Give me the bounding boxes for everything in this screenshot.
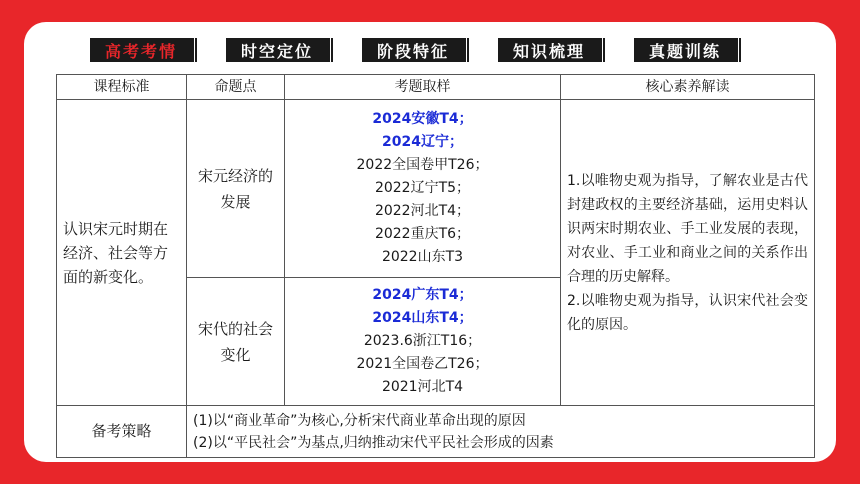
exam-table bbox=[56, 74, 815, 458]
sample-item: 2024山东T4； bbox=[372, 310, 473, 326]
header-standard: 课程标准 bbox=[57, 75, 187, 100]
standard-cell: 认识宋元时期在经济、社会等方面的新变化。 bbox=[57, 100, 187, 406]
strategy-item: (2)以“平民社会”为基点,归纳推动宋代平民社会形成的因素 bbox=[193, 434, 554, 451]
strategy-label: 备考策略 bbox=[57, 406, 187, 458]
tab-stage-features[interactable]: 阶段特征 bbox=[362, 38, 464, 62]
samples-society bbox=[285, 278, 561, 406]
sample-item: 2022山东T3 bbox=[381, 249, 464, 265]
sample-item: 2021河北T4 bbox=[381, 379, 464, 395]
header-core: 核心素养解读 bbox=[561, 75, 815, 100]
header-point: 命题点 bbox=[187, 75, 285, 100]
point-economy: 宋元经济的发展 bbox=[187, 100, 285, 278]
sample-item: 2022河北T4； bbox=[374, 203, 471, 219]
table-row bbox=[57, 100, 815, 278]
tab-exam-trend[interactable]: 高考考情 bbox=[90, 38, 192, 62]
sample-item: 2021全国卷乙T26； bbox=[356, 356, 489, 372]
samples-economy bbox=[285, 100, 561, 278]
tab-real-exams[interactable]: 真题训练 bbox=[634, 38, 736, 62]
sample-item: 2022辽宁T5； bbox=[374, 180, 471, 196]
tab-knowledge[interactable]: 知识梳理 bbox=[498, 38, 600, 62]
tab-space-time[interactable]: 时空定位 bbox=[226, 38, 328, 62]
strategy-item: (1)以“商业革命”为核心,分析宋代商业革命出现的原因 bbox=[193, 412, 526, 429]
sample-item: 2023.6浙江T16； bbox=[363, 333, 482, 349]
header-samples: 考题取样 bbox=[285, 75, 561, 100]
point-society: 宋代的社会变化 bbox=[187, 278, 285, 406]
sample-item: 2022全国卷甲T26； bbox=[356, 157, 489, 173]
strategy-cell bbox=[187, 406, 815, 458]
core-literacy-cell bbox=[561, 100, 815, 406]
header-row bbox=[57, 75, 815, 100]
strategy-row bbox=[57, 406, 815, 458]
sample-item: 2024安徽T4； bbox=[372, 111, 473, 127]
sample-item: 2024辽宁； bbox=[382, 134, 463, 150]
core-literacy-text: 1.以唯物史观为指导，了解农业是古代封建政权的主要经济基础，运用史料认识两宋时期农业、手工业发展的表现，对农业、手工业和商业之间的关系作出合理的历史解释。 2.以唯物史观为指导，认识宋代社会变化的原因。 bbox=[567, 172, 808, 333]
sample-item: 2024广东T4； bbox=[372, 287, 473, 303]
sample-item: 2022重庆T6； bbox=[374, 226, 471, 242]
